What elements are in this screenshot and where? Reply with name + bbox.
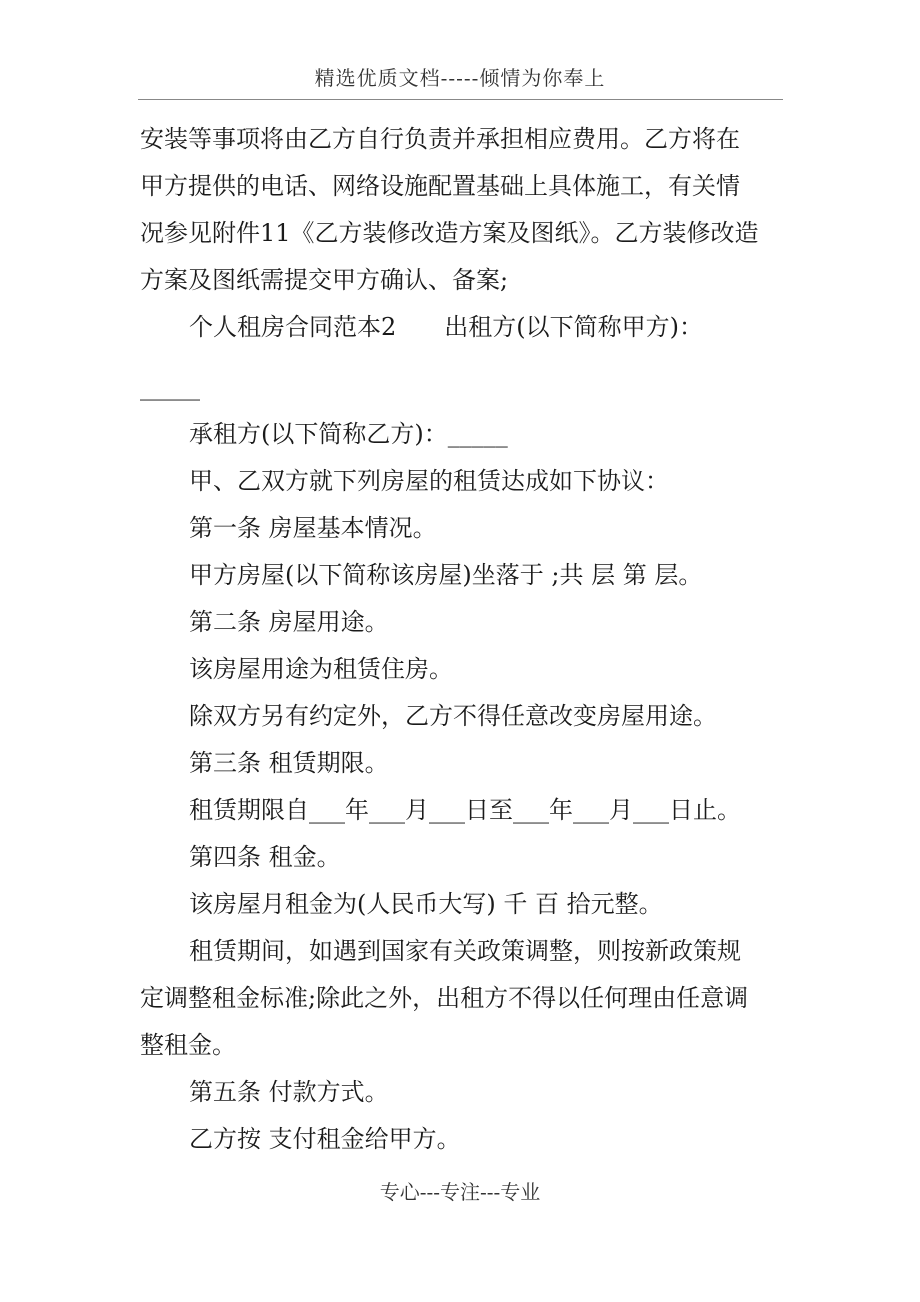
section-heading: 第二条 房屋用途。 xyxy=(189,608,389,636)
paragraph-line: 整租金。 xyxy=(140,1031,236,1059)
paragraph-line: 该房屋用途为租赁住房。 xyxy=(189,655,453,683)
paragraph-line: 租赁期限自___年___月___日至___年___月___日止。 xyxy=(189,796,741,824)
blank-line: _____ xyxy=(140,373,200,401)
paragraph-line: 个人租房合同范本2 出租方(以下简称甲方)： xyxy=(189,313,703,341)
paragraph-line: 甲方房屋(以下简称该房屋)坐落于 ;共 层 第 层。 xyxy=(189,561,703,589)
section-heading: 第三条 租赁期限。 xyxy=(189,749,389,777)
document-body xyxy=(140,116,780,1163)
paragraph-line: 该房屋月租金为(人民币大写) 千 百 拾元整。 xyxy=(189,890,663,918)
section-heading: 第五条 付款方式。 xyxy=(189,1078,389,1106)
paragraph-line: 况参见附件11《乙方装修改造方案及图纸》。乙方装修改造 xyxy=(140,219,759,247)
page-footer: 专心---专注---专业 xyxy=(379,1180,541,1204)
paragraph-line: 承租方(以下简称乙方)：_____ xyxy=(189,420,508,448)
page-header: 精选优质文档-----倾情为你奉上 xyxy=(314,66,606,90)
paragraph-line: 乙方按 支付租金给甲方。 xyxy=(189,1125,461,1153)
paragraph-line: 除双方另有约定外，乙方不得任意改变房屋用途。 xyxy=(189,702,717,730)
paragraph-line: 甲方提供的电话、网络设施配置基础上具体施工，有关情 xyxy=(140,172,740,200)
paragraph-line: 租赁期间，如遇到国家有关政策调整，则按新政策规 xyxy=(189,937,741,965)
paragraph-line: 定调整租金标准;除此之外，出租方不得以任何理由任意调 xyxy=(140,984,749,1012)
paragraph-line: 安装等事项将由乙方自行负责并承担相应费用。乙方将在 xyxy=(140,125,740,153)
header-divider xyxy=(138,99,783,100)
paragraph-line: 方案及图纸需提交甲方确认、备案; xyxy=(140,266,509,294)
section-heading: 第一条 房屋基本情况。 xyxy=(189,514,437,542)
paragraph-line: 甲、乙双方就下列房屋的租赁达成如下协议： xyxy=(189,467,669,495)
section-heading: 第四条 租金。 xyxy=(189,843,341,871)
